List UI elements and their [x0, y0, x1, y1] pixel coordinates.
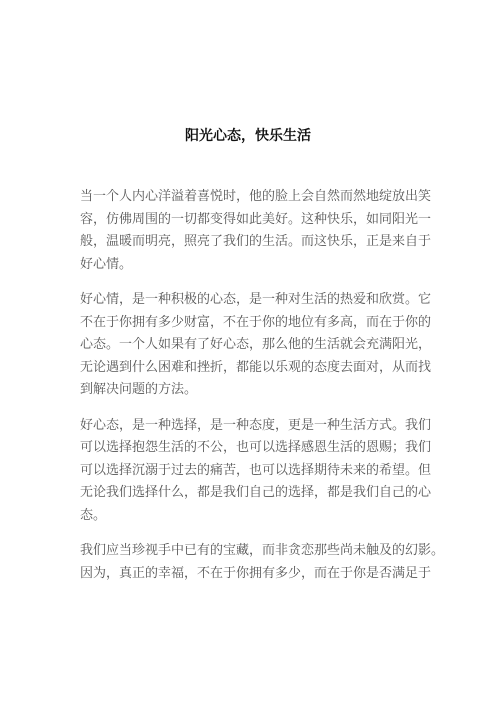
text-line: 当一个人内心洋溢着喜悦时，他的脸上会自然而然地绽放出笑: [80, 189, 432, 204]
text-line: 好心情，是一种积极的心态，是一种对生活的热爱和欣赏。它: [80, 292, 432, 307]
text-line: 容，仿佛周围的一切都变得如此美好。这种快乐，如同阳光一: [80, 211, 432, 227]
text-line: 可以选择沉溺于过去的痛苦，也可以选择期待未来的希望。但: [80, 462, 432, 478]
text-line: 般，温暖而明亮，照亮了我们的生活。而这快乐，正是来自于: [80, 234, 432, 249]
paragraph-3: [80, 415, 440, 528]
text-line: 到解决问题的方法。: [80, 382, 198, 397]
text-line: 好心情。: [80, 256, 133, 272]
text-line: 无论遇到什么困难和挫折，都能以乐观的态度去面对，从而找: [80, 359, 432, 375]
document-title: 阳光心态，快乐生活: [185, 128, 311, 144]
text-line: 因为，真正的幸福，不在于你拥有多少，而在于你是否满足于: [80, 565, 432, 581]
paragraph-4: [80, 540, 445, 585]
text-line: 可以选择抱怨生活的不公，也可以选择感恩生活的恩赐；我们: [80, 440, 432, 455]
text-line: 心态。一个人如果有了好心态，那么他的生活就会充满阳光，: [80, 337, 432, 352]
text-line: 态。: [80, 507, 107, 523]
text-line: 我们应当珍视手中已有的宝藏，而非贪恋那些尚未触及的幻影。: [80, 543, 445, 558]
text-line: 不在于你拥有多少财富，不在于你的地位有多高，而在于你的: [80, 314, 432, 330]
text-line: 无论我们选择什么，都是我们自己的选择，都是我们自己的心: [80, 485, 432, 500]
paragraph-2: [80, 289, 440, 402]
paragraph-1: [80, 186, 440, 276]
text-line: 好心态，是一种选择，是一种态度，更是一种生活方式。我们: [80, 417, 432, 433]
document-body: [80, 186, 445, 598]
